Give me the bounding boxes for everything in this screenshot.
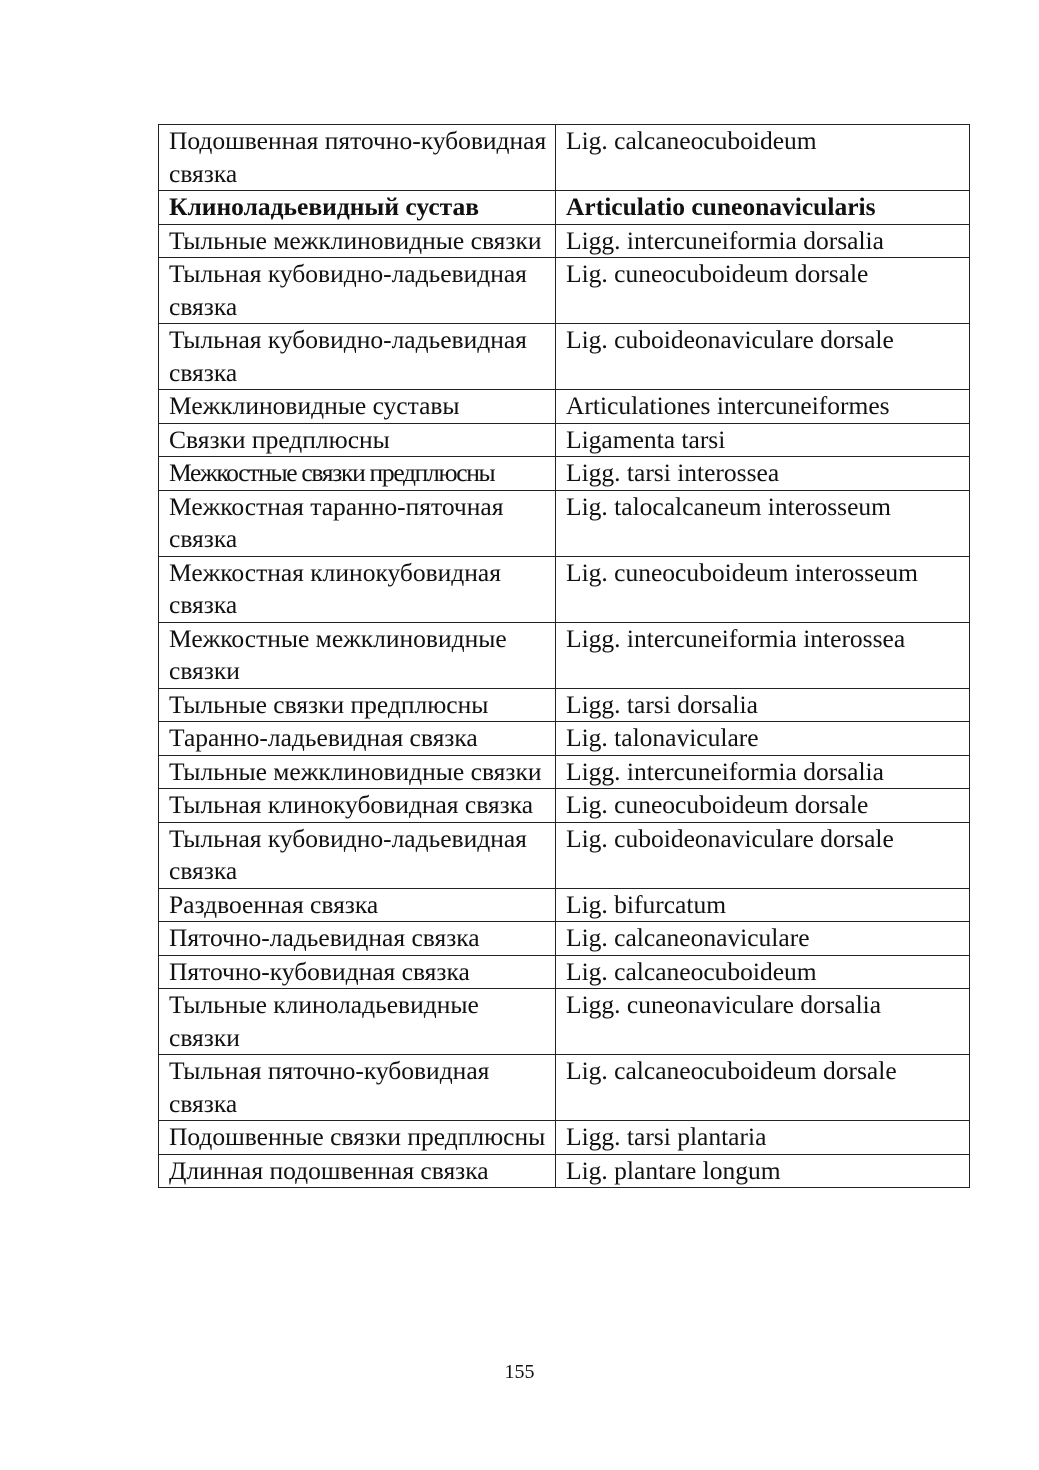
russian-term-cell: Клиноладьевидный сустав xyxy=(159,191,556,225)
russian-term-cell: Межкостные межклиновидные связки xyxy=(159,622,556,688)
table-row xyxy=(159,888,970,922)
table-row xyxy=(159,125,970,191)
latin-term-cell: Lig. calcaneocuboideum xyxy=(556,955,970,989)
russian-term-cell: Тыльные связки предплюсны xyxy=(159,688,556,722)
russian-term-cell: Таранно-ладьевидная связка xyxy=(159,722,556,756)
latin-term-cell: Lig. plantare longum xyxy=(556,1154,970,1188)
latin-term-cell: Lig. calcaneonaviculare xyxy=(556,922,970,956)
table-row xyxy=(159,688,970,722)
latin-term-cell: Lig. cuboideonaviculare dorsale xyxy=(556,822,970,888)
table-row xyxy=(159,390,970,424)
table-row xyxy=(159,822,970,888)
table-row xyxy=(159,258,970,324)
russian-term-cell: Тыльная кубовидно-ладьевидная связка xyxy=(159,822,556,888)
russian-term-cell: Тыльные клиноладьевидные связки xyxy=(159,989,556,1055)
russian-term-cell: Пяточно-кубовидная связка xyxy=(159,955,556,989)
russian-term-cell: Тыльные межклиновидные связки xyxy=(159,224,556,258)
table-row xyxy=(159,955,970,989)
table-row xyxy=(159,722,970,756)
table-row xyxy=(159,622,970,688)
ligament-terms-table xyxy=(158,124,970,1188)
table-row xyxy=(159,324,970,390)
latin-term-cell: Lig. cuneocuboideum interosseum xyxy=(556,556,970,622)
table-row xyxy=(159,490,970,556)
table-row xyxy=(159,1055,970,1121)
table-row xyxy=(159,191,970,225)
russian-term-cell: Тыльная клинокубовидная связка xyxy=(159,789,556,823)
russian-term-cell: Раздвоенная связка xyxy=(159,888,556,922)
page-number: 155 xyxy=(504,1361,535,1383)
latin-term-cell: Lig. talocalcaneum interosseum xyxy=(556,490,970,556)
latin-term-cell: Ligg. tarsi interossea xyxy=(556,457,970,491)
table-row xyxy=(159,789,970,823)
russian-term-cell: Длинная подошвенная связка xyxy=(159,1154,556,1188)
table-row xyxy=(159,989,970,1055)
russian-term-cell: Тыльная кубовидно-ладьевидная связка xyxy=(159,258,556,324)
latin-term-cell: Articulatio cuneonavicularis xyxy=(556,191,970,225)
russian-term-cell: Подошвенные связки предплюсны xyxy=(159,1121,556,1155)
latin-term-cell: Ligg. tarsi dorsalia xyxy=(556,688,970,722)
russian-term-cell: Межклиновидные суставы xyxy=(159,390,556,424)
russian-term-cell: Пяточно-ладьевидная связка xyxy=(159,922,556,956)
latin-term-cell: Lig. bifurcatum xyxy=(556,888,970,922)
table-row xyxy=(159,1121,970,1155)
russian-term-cell: Связки предплюсны xyxy=(159,423,556,457)
table-row xyxy=(159,1154,970,1188)
table-row xyxy=(159,556,970,622)
russian-term-cell: Тыльная кубовидно-ладьевидная связка xyxy=(159,324,556,390)
latin-term-cell: Ligg. tarsi plantaria xyxy=(556,1121,970,1155)
table-row xyxy=(159,224,970,258)
latin-term-cell: Ligg. intercuneiformia dorsalia xyxy=(556,755,970,789)
russian-term-cell: Подошвенная пяточно-кубовидная связка xyxy=(159,125,556,191)
latin-term-cell: Lig. calcaneocuboideum dorsale xyxy=(556,1055,970,1121)
russian-term-cell: Межкостная таранно-пяточная связка xyxy=(159,490,556,556)
latin-term-cell: Articulationes intercuneiformes xyxy=(556,390,970,424)
latin-term-cell: Lig. calcaneocuboideum xyxy=(556,125,970,191)
latin-term-cell: Lig. cuboideonaviculare dorsale xyxy=(556,324,970,390)
latin-term-cell: Ligamenta tarsi xyxy=(556,423,970,457)
table-row xyxy=(159,755,970,789)
latin-term-cell: Lig. talonaviculare xyxy=(556,722,970,756)
latin-term-cell: Ligg. cuneonaviculare dorsalia xyxy=(556,989,970,1055)
latin-term-cell: Ligg. intercuneiformia interossea xyxy=(556,622,970,688)
latin-term-cell: Lig. cuneocuboideum dorsale xyxy=(556,789,970,823)
russian-term-cell: Межкостные связки предплюсны xyxy=(159,457,556,491)
latin-term-cell: Lig. cuneocuboideum dorsale xyxy=(556,258,970,324)
latin-term-cell: Ligg. intercuneiformia dorsalia xyxy=(556,224,970,258)
terms-table-body xyxy=(159,125,970,1188)
table-row xyxy=(159,457,970,491)
table-row xyxy=(159,423,970,457)
russian-term-cell: Тыльная пяточно-кубовидная связка xyxy=(159,1055,556,1121)
russian-term-cell: Межкостная клинокубовидная связка xyxy=(159,556,556,622)
russian-term-cell: Тыльные межклиновидные связки xyxy=(159,755,556,789)
table-row xyxy=(159,922,970,956)
